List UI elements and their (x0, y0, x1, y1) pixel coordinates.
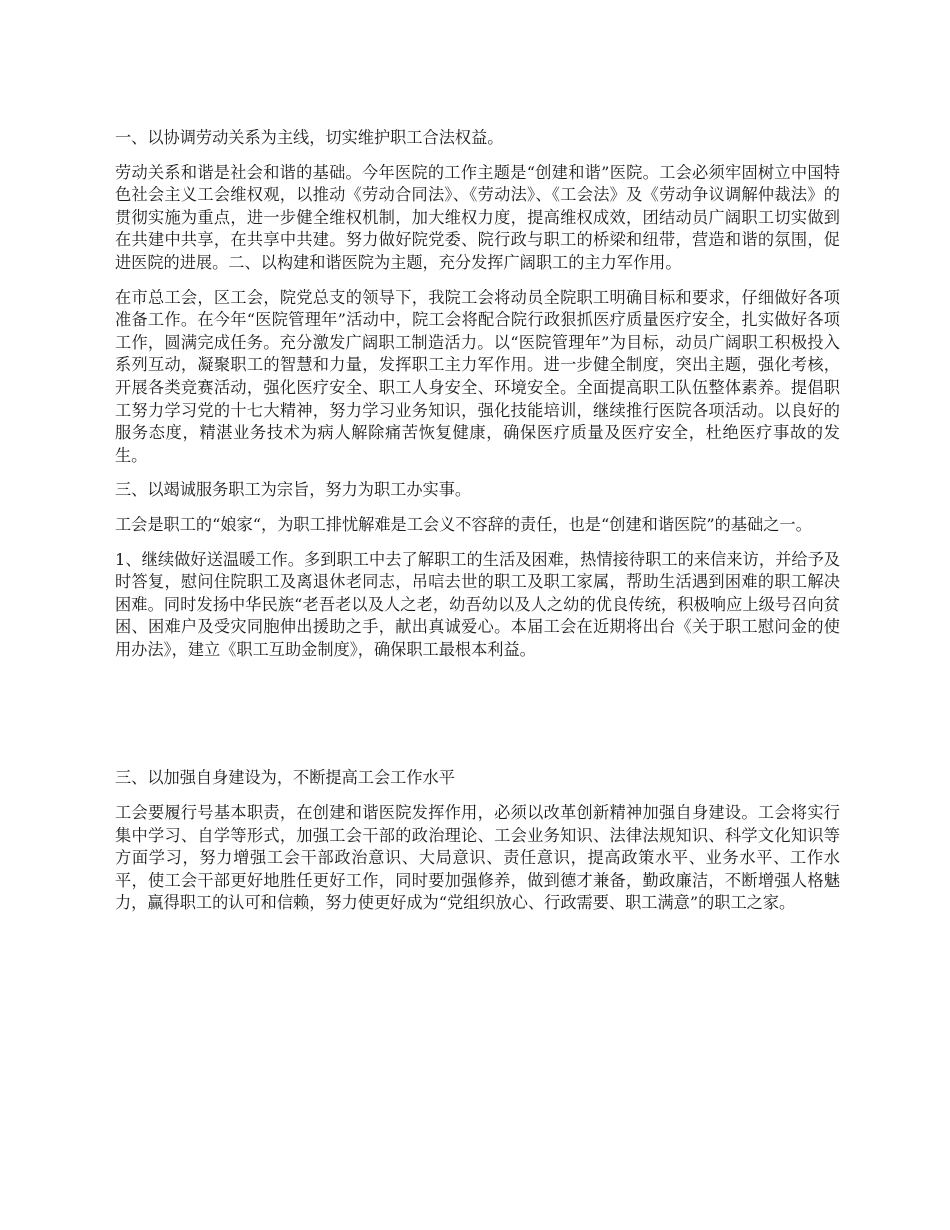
paragraph-hospital-management: 在市总工会，区工会，院党总支的领导下，我院工会将动员全院职工明确目标和要求，仔细做好各项准备工作。在今年“医院管理年”活动中，院工会将配合院行政狠抓医疗质量医疗安全，扎实做好各项工作，圆满完成任务。充分激发广阔职工制造活力。以“医院管理年”为目标，动员广阔职工积极投入系列互动，凝聚职工的智慧和力量，发挥职工主力军作用。进一步健全制度，突出主题，强化考核，开展各类竞赛活动，强化医疗安全、职工人身安全、环境安全。全面提高职工队伍整体素养。提倡职工努力学习党的十七大精神，努力学习业务知识，强化技能培训，继续推行医院各项活动。以良好的服务态度，精湛业务技术为病人解除痛苦恢复健康，确保医疗质量及医疗安全，杜绝医疗事故的发生。 (115, 287, 840, 465)
paragraph-union-home: 工会是职工的“娘家“，为职工排忧解难是工会义不容辞的责任，也是“创建和谐医院”的基础之一。 (115, 514, 812, 534)
blank-gap (115, 673, 840, 767)
document-body (115, 127, 840, 927)
heading-section-3-service: 三、以竭诚服务职工为宗旨，努力为职工办实事。 (115, 480, 472, 500)
paragraph-union-duties: 工会要履行号基本职责，在创建和谐医院发挥作用，必须以改革创新精神加强自身建设。工会将实行集中学习、自学等形式，加强工会干部的政治理论、工会业务知识、法律法规知识、科学文化知识等方面学习，努力增强工会干部政治意识、大局意识、责任意识，提高政策水平、业务水平、工作水平，使工会干部更好地胜任更好工作，同时要加强修养，做到德才兼备，勤政廉洁，不断增强人格魅力，赢得职工的认可和信赖，努力使更好成为“党组织放心、行政需要、职工满意”的职工之家。 (115, 803, 840, 913)
heading-section-3-self-building: 三、以加强自身建设为，不断提高工会工作水平 (115, 768, 455, 788)
paragraph-labor-relations: 劳动关系和谐是社会和谐的基础。今年医院的工作主题是“创建和谐”医院。工会必须牢固树立中国特色社会主义工会维权观，以推动《劳动合同法》、《劳动法》、《工会法》及《劳动争议调解仲裁法》的贯彻实施为重点，进一步健全维权机制，加大维权力度，提高维权成效，团结动员广阔职工切实做到在共建中共享，在共享中共建。努力做好院党委、院行政与职工的桥梁和纽带，营造和谐的氛围，促进医院的进展。二、以构建和谐医院为主题，充分发挥广阔职工的主力军作用。 (115, 162, 840, 272)
paragraph-warmth-work: 1、继续做好送温暖工作。多到职工中去了解职工的生活及困难，热情接待职工的来信来访，并给予及时答复，慰问住院职工及离退休老同志，吊唁去世的职工及职工家属，帮助生活遇到困难的职工解决困难。同时发扬中华民族“老吾老以及人之老，幼吾幼以及人之幼的优良传统，积极响应上级号召向贫困、困难户及受灾同胞伸出援助之手，献出真诚爱心。本届工会在近期将出台《关于职工慰问金的使用办法》，建立《职工互助金制度》，确保职工最根本利益。 (115, 549, 840, 659)
heading-section-1: 一、以协调劳动关系为主线，切实维护职工合法权益。 (115, 128, 504, 147)
